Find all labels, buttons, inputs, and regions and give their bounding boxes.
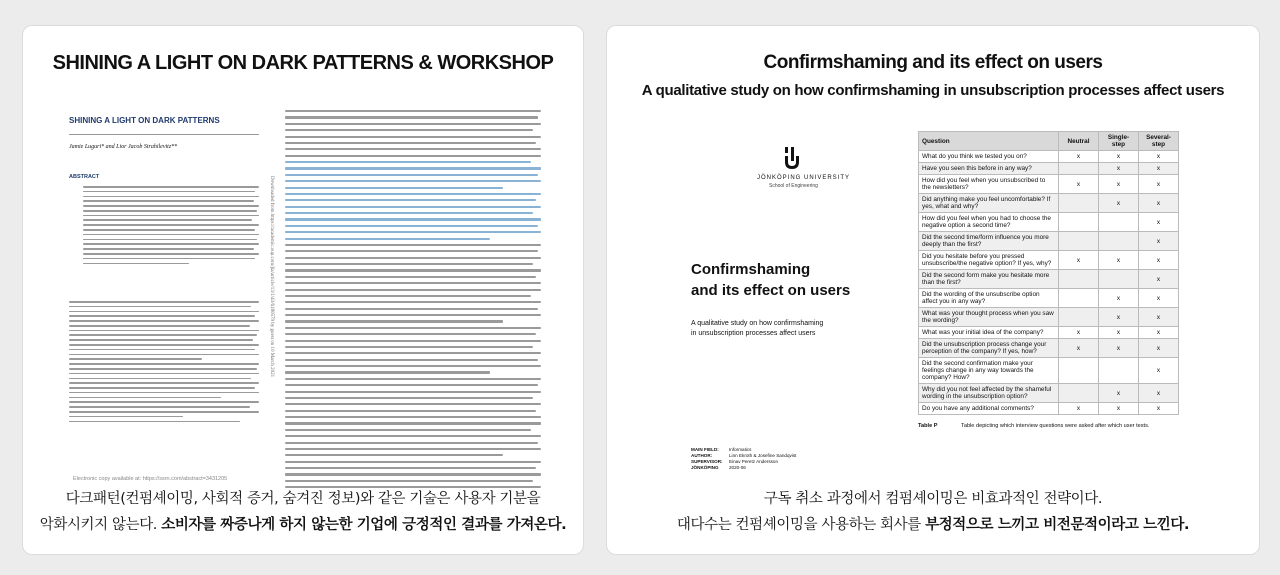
- text-line: [83, 224, 259, 226]
- caption-plain: 대다수는 컨펌셰이밍을 사용하는 회사를: [676, 517, 926, 533]
- thesis-meta-value: Einav Peretz Andersson: [729, 459, 779, 464]
- thesis-subtitle: [691, 319, 823, 339]
- text-line: [69, 320, 259, 322]
- table-row: [919, 327, 1179, 339]
- mark-cell: x: [1139, 151, 1179, 163]
- text-line: [285, 180, 541, 182]
- mark-cell: x: [1139, 339, 1179, 358]
- ssrn-link[interactable]: Electronic copy available at: https://ssrn.com/abstract=3431205: [73, 476, 228, 482]
- question-cell: How did you feel when you had to choose the negative option a second time?: [919, 213, 1059, 232]
- question-cell: Did the second form make you hesitate more than the first?: [919, 270, 1059, 289]
- text-line: [83, 258, 255, 260]
- text-line: [285, 391, 541, 393]
- mark-cell: x: [1099, 175, 1139, 194]
- mark-cell: x: [1099, 327, 1139, 339]
- mark-cell: x: [1099, 194, 1139, 213]
- text-line: [285, 397, 533, 399]
- mark-cell: x: [1059, 175, 1099, 194]
- text-line: [285, 442, 538, 444]
- table-row: [919, 358, 1179, 384]
- text-line: [285, 161, 531, 163]
- text-line: [285, 282, 541, 284]
- footnotes: [69, 301, 259, 425]
- caption: [23, 486, 583, 538]
- university-name: JÖNKÖPING UNIVERSITY: [757, 175, 851, 181]
- text-line: [285, 193, 541, 195]
- mark-cell: x: [1059, 403, 1099, 415]
- text-line: [285, 378, 541, 380]
- table-row: [919, 194, 1179, 213]
- caption-bold: 소비자를 짜증나게 하지 않는한 기업에 긍정적인 결과를 가져온다.: [161, 517, 567, 533]
- paper-thumbnail: [63, 106, 563, 491]
- table-row: [919, 213, 1179, 232]
- text-line: [285, 410, 536, 412]
- text-line: [285, 422, 541, 424]
- thesis-meta-row: [691, 465, 796, 471]
- thesis-sub-line1: A qualitative study on how confirmshaming: [691, 320, 824, 327]
- text-line: [285, 320, 503, 322]
- text-line: [69, 387, 255, 389]
- mark-cell: [1059, 213, 1099, 232]
- question-cell: Did anything make you feel uncomfortable? If yes, what and why?: [919, 194, 1059, 213]
- text-line: [83, 215, 259, 217]
- mark-cell: x: [1139, 403, 1179, 415]
- text-line: [285, 199, 536, 201]
- text-line: [83, 205, 259, 207]
- text-line: [285, 276, 536, 278]
- text-line: [285, 461, 541, 463]
- mark-cell: x: [1139, 194, 1179, 213]
- table-row: [919, 339, 1179, 358]
- text-line: [69, 354, 259, 356]
- mark-cell: [1059, 358, 1099, 384]
- mark-cell: x: [1139, 308, 1179, 327]
- table-header: Single-step: [1099, 132, 1139, 151]
- question-cell: Did the second time/form influence you more deeply than the first?: [919, 232, 1059, 251]
- questions-table: [918, 131, 1179, 429]
- mark-cell: [1059, 194, 1099, 213]
- text-line: [83, 229, 255, 231]
- thesis-meta-value: 2020-06: [729, 465, 746, 470]
- text-line: [83, 219, 252, 221]
- question-cell: What do you think we tested you on?: [919, 151, 1059, 163]
- text-line: [285, 110, 541, 112]
- text-line: [285, 429, 531, 431]
- table-header: Neutral: [1059, 132, 1099, 151]
- question-cell: Did the wording of the unsubscribe option affect you in any way?: [919, 289, 1059, 308]
- mark-cell: x: [1139, 327, 1179, 339]
- mark-cell: x: [1139, 213, 1179, 232]
- divider: [69, 134, 259, 135]
- text-line: [285, 250, 538, 252]
- text-line: [83, 239, 257, 241]
- question-cell: Have you seen this before in any way?: [919, 163, 1059, 175]
- caption-plain: 악화시키지 않는다.: [39, 517, 162, 533]
- text-line: [285, 327, 541, 329]
- mark-cell: [1059, 308, 1099, 327]
- text-line: [285, 371, 490, 373]
- mark-cell: x: [1059, 151, 1099, 163]
- table-row: [919, 270, 1179, 289]
- text-line: [83, 234, 259, 236]
- paper-heading: SHINING A LIGHT ON DARK PATTERNS: [69, 116, 220, 125]
- caption-line1: 다크패턴(컨펌셰이밍, 사회적 증거, 숨겨진 정보)와 같은 기술은 사용자 기분을: [65, 491, 541, 507]
- text-line: [69, 382, 259, 384]
- text-line: [69, 378, 251, 380]
- table-row: [919, 163, 1179, 175]
- school-name: School of Engineering: [769, 183, 818, 189]
- mark-cell: [1099, 232, 1139, 251]
- question-cell: What was your thought process when you saw the wording?: [919, 308, 1059, 327]
- caption-line2: [607, 512, 1259, 538]
- mark-cell: x: [1139, 384, 1179, 403]
- text-line: [69, 344, 259, 346]
- text-line: [285, 174, 538, 176]
- text-line: [285, 473, 541, 475]
- download-stamp: Downloaded from https://academic.oup.com/jla/article/13/1/43/6180579 by guest on 10 March 2021: [269, 176, 274, 378]
- abstract-text: [83, 186, 259, 267]
- text-line: [285, 231, 541, 233]
- text-line: [285, 295, 531, 297]
- text-line: [285, 269, 541, 271]
- question-cell: Did you hesitate before you pressed unsubscribe/the negative option? If yes, why?: [919, 251, 1059, 270]
- mark-cell: x: [1099, 339, 1139, 358]
- question-cell: How did you feel when you unsubscribed to the newsletters?: [919, 175, 1059, 194]
- caption-line1: 구독 취소 과정에서 컴펌셰이밍은 비효과적인 전략이다.: [763, 491, 1103, 507]
- mark-cell: x: [1099, 384, 1139, 403]
- text-line: [69, 330, 259, 332]
- table-caption: [918, 423, 1179, 429]
- thesis-meta-key: AUTHOR:: [691, 453, 713, 458]
- text-line: [285, 218, 541, 220]
- thesis-card: [606, 25, 1260, 555]
- mark-cell: [1059, 232, 1099, 251]
- text-line: [69, 392, 259, 394]
- mark-cell: x: [1139, 358, 1179, 384]
- text-line: [285, 365, 541, 367]
- text-line: [285, 352, 541, 354]
- text-line: [83, 248, 254, 250]
- table-row: [919, 175, 1179, 194]
- text-line: [83, 186, 259, 188]
- text-line: [69, 334, 257, 336]
- text-line: [83, 210, 257, 212]
- text-line: [69, 349, 255, 351]
- mark-cell: x: [1099, 403, 1139, 415]
- caption-line2: [23, 512, 583, 538]
- text-line: [83, 253, 259, 255]
- text-line: [285, 314, 541, 316]
- text-line: [285, 238, 490, 240]
- table-row: [919, 289, 1179, 308]
- text-line: [285, 142, 536, 144]
- mark-cell: x: [1099, 289, 1139, 308]
- text-line: [285, 403, 541, 405]
- mark-cell: x: [1139, 175, 1179, 194]
- text-line: [285, 225, 538, 227]
- question-cell: Did the unsubscription process change your perception of the company? If yes, how?: [919, 339, 1059, 358]
- mark-cell: x: [1139, 270, 1179, 289]
- table-row: [919, 232, 1179, 251]
- text-line: [285, 333, 536, 335]
- text-line: [285, 206, 541, 208]
- text-line: [69, 421, 240, 423]
- thesis-meta-value: Linn Ekroth & Josefine Sandqvist: [729, 453, 797, 458]
- text-line: [285, 308, 538, 310]
- mark-cell: [1059, 270, 1099, 289]
- text-line: [69, 406, 250, 408]
- mark-cell: x: [1099, 151, 1139, 163]
- text-line: [69, 301, 259, 303]
- thesis-meta-key: JÖNKÖPING: [691, 465, 719, 470]
- mark-cell: [1059, 289, 1099, 308]
- text-line: [69, 325, 250, 327]
- mark-cell: x: [1139, 289, 1179, 308]
- text-line: [69, 373, 259, 375]
- card-subtitle: A qualitative study on how confirmshaming in unsubscription processes affect users: [641, 82, 1225, 99]
- text-line: [69, 397, 221, 399]
- mark-cell: [1099, 270, 1139, 289]
- text-line: [285, 167, 541, 169]
- mark-cell: [1059, 384, 1099, 403]
- text-line: [69, 416, 183, 418]
- text-line: [285, 155, 541, 157]
- text-line: [285, 289, 541, 291]
- text-line: [285, 212, 533, 214]
- mark-cell: x: [1099, 251, 1139, 270]
- text-line: [285, 123, 541, 125]
- thesis-meta: [691, 447, 796, 471]
- text-line: [69, 315, 255, 317]
- caption: [607, 486, 1259, 538]
- text-line: [69, 306, 251, 308]
- text-line: [285, 257, 541, 259]
- text-line: [83, 263, 189, 265]
- text-line: [69, 411, 259, 413]
- table-row: [919, 308, 1179, 327]
- mark-cell: x: [1099, 308, 1139, 327]
- thesis-sub-line2: in unsubscription processes affect users: [691, 330, 816, 337]
- thesis-title: [691, 259, 850, 301]
- table-row: [919, 251, 1179, 270]
- table-caption-label: Table P: [918, 423, 938, 429]
- mark-cell: x: [1059, 327, 1099, 339]
- thesis-meta-key: SUPERVISOR:: [691, 459, 723, 464]
- text-line: [69, 368, 257, 370]
- text-line: [285, 448, 541, 450]
- paper-authors: Jamie Luguri* and Lior Jacob Strahilevitz**: [69, 144, 178, 150]
- question-cell: Do you have any additional comments?: [919, 403, 1059, 415]
- text-line: [69, 311, 259, 313]
- mark-cell: x: [1139, 251, 1179, 270]
- mark-cell: x: [1139, 232, 1179, 251]
- thesis-thumbnail: [607, 131, 1260, 491]
- mark-cell: x: [1099, 163, 1139, 175]
- body-text: [285, 110, 541, 491]
- text-line: [69, 363, 259, 365]
- text-line: [285, 129, 533, 131]
- table-caption-text: Table depicting which interview questions were asked after which user tests.: [961, 423, 1150, 429]
- table-header: Several-step: [1139, 132, 1179, 151]
- text-line: [69, 401, 259, 403]
- text-line: [83, 191, 255, 193]
- mark-cell: [1059, 163, 1099, 175]
- text-line: [285, 301, 541, 303]
- question-cell: Did the second confirmation make your feelings change in any way towards the company? How?: [919, 358, 1059, 384]
- abstract-label: ABSTRACT: [69, 174, 100, 180]
- mark-cell: x: [1139, 163, 1179, 175]
- text-line: [83, 243, 259, 245]
- text-line: [83, 200, 254, 202]
- card-title: SHINING A LIGHT ON DARK PATTERNS & WORKSHOP: [52, 52, 554, 74]
- thesis-meta-key: MAIN FIELD:: [691, 447, 719, 452]
- mark-cell: x: [1059, 339, 1099, 358]
- text-line: [285, 136, 541, 138]
- mark-cell: [1099, 213, 1139, 232]
- caption-bold: 부정적으로 느끼고 비전문적이라고 느낀다.: [925, 517, 1190, 533]
- table-row: [919, 403, 1179, 415]
- text-line: [83, 196, 259, 198]
- question-cell: Why did you not feel affected by the shameful wording in the unsubscription option?: [919, 384, 1059, 403]
- thesis-title-line1: Confirmshaming: [691, 261, 811, 278]
- text-line: [285, 244, 541, 246]
- text-line: [285, 384, 538, 386]
- text-line: [285, 340, 541, 342]
- mark-cell: x: [1059, 251, 1099, 270]
- thesis-title-line2: and its effect on users: [691, 282, 851, 299]
- thesis-meta-value: Informatics: [729, 447, 752, 452]
- text-line: [285, 416, 541, 418]
- text-line: [285, 467, 536, 469]
- paper-card: [22, 25, 584, 555]
- text-line: [285, 454, 503, 456]
- text-line: [285, 435, 541, 437]
- text-line: [285, 263, 533, 265]
- text-line: [285, 480, 533, 482]
- ju-logo-icon: [783, 147, 803, 171]
- text-line: [69, 358, 202, 360]
- text-line: [69, 339, 253, 341]
- text-line: [285, 187, 503, 189]
- card-title: Confirmshaming and its effect on users: [763, 52, 1103, 73]
- mark-cell: [1099, 358, 1139, 384]
- table-row: [919, 384, 1179, 403]
- table-header: Question: [919, 132, 1059, 151]
- table-row: [919, 151, 1179, 163]
- question-cell: What was your initial idea of the company?: [919, 327, 1059, 339]
- text-line: [285, 359, 538, 361]
- text-line: [285, 148, 541, 150]
- text-line: [285, 116, 538, 118]
- text-line: [285, 346, 533, 348]
